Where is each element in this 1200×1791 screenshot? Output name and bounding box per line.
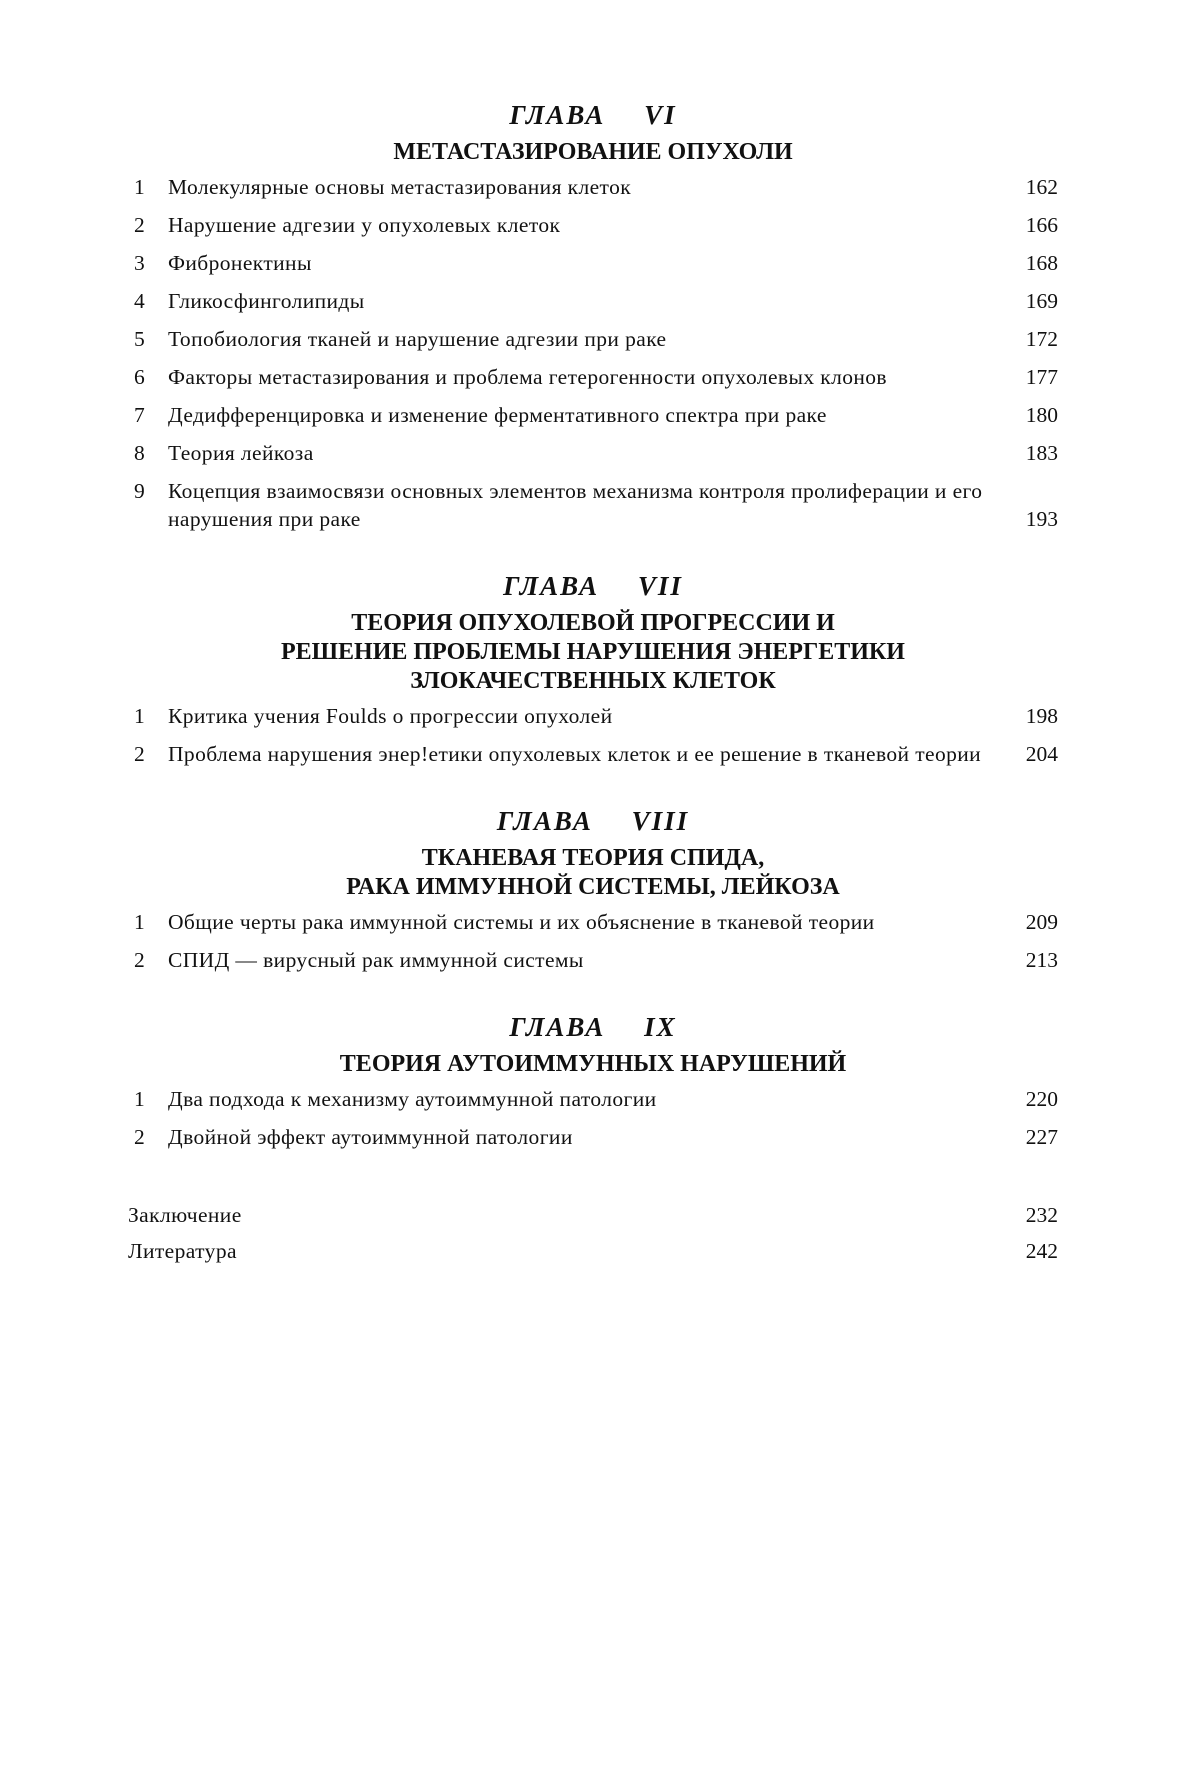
chapter-title bbox=[128, 609, 1058, 696]
entry-number: 9 bbox=[134, 479, 145, 503]
entry-title: Топобиология тканей и нарушение адгезии при раке bbox=[168, 327, 667, 351]
chapter-title-line: ТЕОРИЯ ОПУХОЛЕВОЙ ПРОГРЕССИИ И bbox=[351, 610, 835, 636]
toc-entry[interactable] bbox=[128, 363, 1058, 391]
chapter-label: ГЛАВА VII bbox=[503, 571, 683, 601]
toc-page bbox=[128, 100, 1058, 1273]
entry-page: 198 bbox=[1025, 704, 1058, 728]
chapter-7 bbox=[128, 571, 1058, 768]
toc-entry[interactable] bbox=[128, 702, 1058, 730]
entry-title: СПИД — вирусный рак иммунной системы bbox=[168, 948, 584, 972]
toc-list bbox=[128, 702, 1058, 768]
entry-number: 2 bbox=[134, 213, 145, 237]
entry-number: 1 bbox=[134, 175, 145, 199]
entry-title: Коцепция взаимосвязи основных элементов механизма контроля пролиферации и его нарушения при раке bbox=[168, 479, 983, 531]
toc-entry[interactable] bbox=[128, 249, 1058, 277]
entry-title: Общие черты рака иммунной системы и их объяснение в тканевой теории bbox=[168, 910, 875, 934]
entry-number: 2 bbox=[134, 1125, 145, 1149]
entry-number: 2 bbox=[134, 742, 145, 766]
entry-page: 193 bbox=[1025, 507, 1058, 531]
toc-entry[interactable] bbox=[128, 1123, 1058, 1151]
chapter-9 bbox=[128, 1012, 1058, 1151]
entry-title: Проблема нарушения энер!етики опухолевых клеток и ее решение в тканевой теории bbox=[168, 742, 982, 766]
entry-number: 2 bbox=[134, 948, 145, 972]
entry-title: Заключение bbox=[128, 1203, 242, 1227]
entry-title: Дедифференцировка и изменение ферментативного спектра при раке bbox=[168, 403, 827, 427]
entry-title: Нарушение адгезии у опухолевых клеток bbox=[168, 213, 561, 237]
entry-number: 6 bbox=[134, 365, 145, 389]
entry-page: 177 bbox=[1025, 365, 1058, 389]
toc-entry[interactable] bbox=[128, 1085, 1058, 1113]
toc-entry[interactable] bbox=[128, 173, 1058, 201]
chapter-title-line: РЕШЕНИЕ ПРОБЛЕМЫ НАРУШЕНИЯ ЭНЕРГЕТИКИ bbox=[281, 639, 905, 665]
chapter-title bbox=[128, 138, 1058, 167]
entry-number: 5 bbox=[134, 327, 145, 351]
chapter-label: ГЛАВА IX bbox=[509, 1012, 677, 1042]
toc-entry-conclusion[interactable] bbox=[128, 1201, 1058, 1229]
toc-list bbox=[128, 1085, 1058, 1151]
toc-entry[interactable] bbox=[128, 740, 1058, 768]
chapter-title-line: ЗЛОКАЧЕСТВЕННЫХ КЛЕТОК bbox=[410, 668, 776, 694]
chapter-6 bbox=[128, 100, 1058, 533]
chapter-title bbox=[128, 844, 1058, 902]
entry-number: 8 bbox=[134, 441, 145, 465]
chapter-title-line: МЕТАСТАЗИРОВАНИЕ ОПУХОЛИ bbox=[393, 139, 793, 165]
entry-page: 168 bbox=[1025, 251, 1058, 275]
toc-entry[interactable] bbox=[128, 439, 1058, 467]
toc-entry[interactable] bbox=[128, 211, 1058, 239]
chapter-label: ГЛАВА VI bbox=[509, 100, 677, 130]
entry-page: 220 bbox=[1025, 1087, 1058, 1111]
entry-number: 7 bbox=[134, 403, 145, 427]
toc-entry[interactable] bbox=[128, 287, 1058, 315]
chapter-title bbox=[128, 1050, 1058, 1079]
entry-page: 209 bbox=[1025, 910, 1058, 934]
toc-list bbox=[128, 1201, 1058, 1265]
entry-number: 1 bbox=[134, 704, 145, 728]
entry-page: 162 bbox=[1025, 175, 1058, 199]
entry-page: 180 bbox=[1025, 403, 1058, 427]
entry-page: 227 bbox=[1025, 1125, 1058, 1149]
entry-page: 242 bbox=[1025, 1239, 1058, 1263]
toc-entry[interactable] bbox=[128, 401, 1058, 429]
back-matter bbox=[128, 1201, 1058, 1265]
entry-title: Двойной эффект аутоиммунной патологии bbox=[168, 1125, 573, 1149]
chapter-title-line: ТЕОРИЯ АУТОИММУННЫХ НАРУШЕНИЙ bbox=[339, 1051, 847, 1077]
entry-title: Литература bbox=[128, 1239, 237, 1263]
entry-number: 1 bbox=[134, 910, 145, 934]
entry-title: Критика учения Foulds о прогрессии опухолей bbox=[168, 704, 613, 728]
entry-title: Теория лейкоза bbox=[168, 441, 314, 465]
entry-number: 3 bbox=[134, 251, 145, 275]
entry-page: 204 bbox=[1025, 742, 1058, 766]
entry-page: 166 bbox=[1025, 213, 1058, 237]
entry-page: 172 bbox=[1025, 327, 1058, 351]
entry-title: Молекулярные основы метастазирования клеток bbox=[168, 175, 632, 199]
toc-entry[interactable] bbox=[128, 477, 1058, 533]
entry-title: Гликосфинголипиды bbox=[168, 289, 365, 313]
entry-page: 213 bbox=[1025, 948, 1058, 972]
toc-entry[interactable] bbox=[128, 946, 1058, 974]
chapter-title-line: ТКАНЕВАЯ ТЕОРИЯ СПИДА, bbox=[421, 845, 765, 871]
entry-title: Два подхода к механизму аутоиммунной патологии bbox=[168, 1087, 657, 1111]
entry-page: 169 bbox=[1025, 289, 1058, 313]
toc-entry-literature[interactable] bbox=[128, 1237, 1058, 1265]
entry-page: 183 bbox=[1025, 441, 1058, 465]
chapter-label: ГЛАВА VIII bbox=[496, 806, 690, 836]
chapter-title-line: РАКА ИММУННОЙ СИСТЕМЫ, ЛЕЙКОЗА bbox=[346, 874, 840, 900]
chapter-8 bbox=[128, 806, 1058, 974]
toc-list bbox=[128, 908, 1058, 974]
toc-entry[interactable] bbox=[128, 325, 1058, 353]
entry-number: 1 bbox=[134, 1087, 145, 1111]
entry-title: Факторы метастазирования и проблема гетерогенности опухолевых клонов bbox=[168, 365, 887, 389]
entry-page: 232 bbox=[1025, 1203, 1058, 1227]
toc-list bbox=[128, 173, 1058, 533]
entry-number: 4 bbox=[134, 289, 145, 313]
entry-title: Фибронектины bbox=[168, 251, 312, 275]
toc-entry[interactable] bbox=[128, 908, 1058, 936]
